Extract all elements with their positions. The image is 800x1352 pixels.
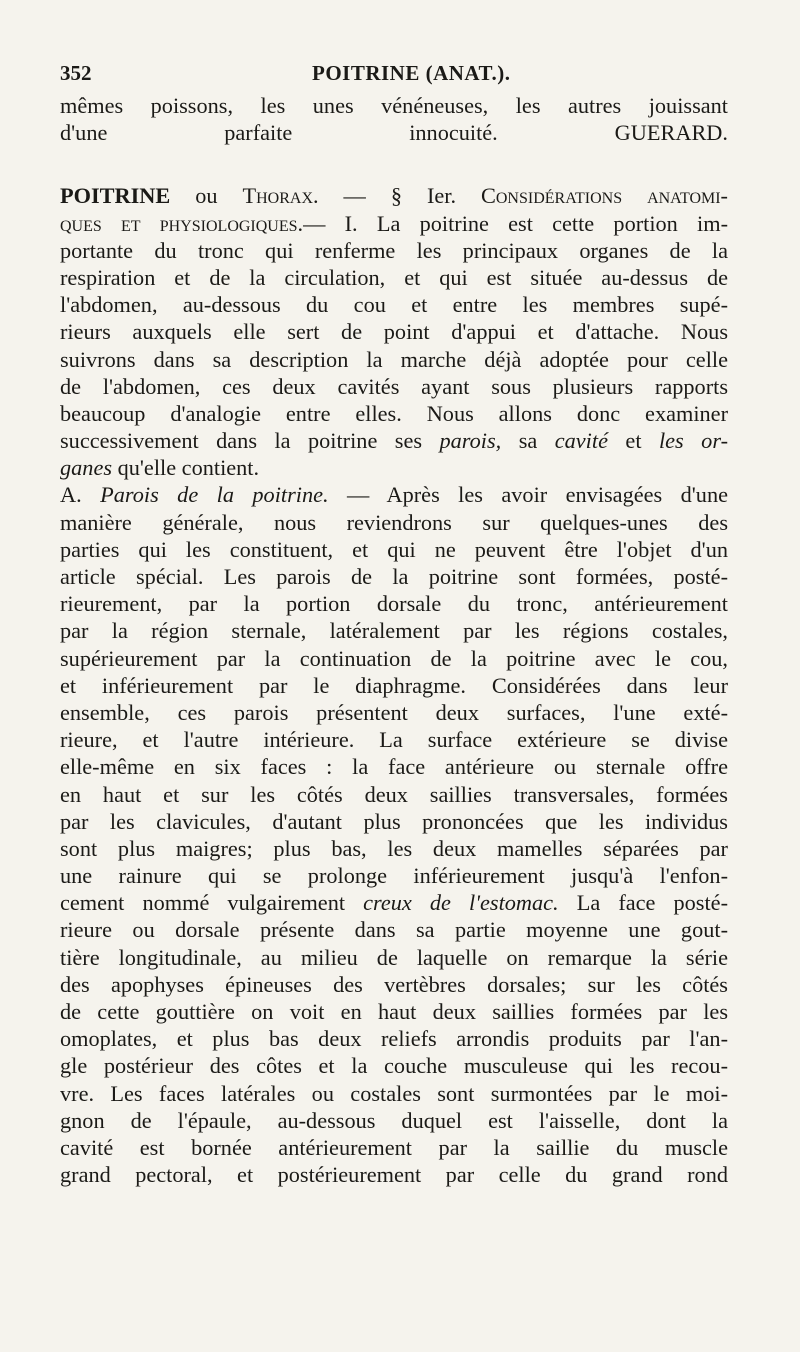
prev-article-text: d'une parfaite innocuité.: [60, 120, 498, 146]
body-line: tière longitudinale, au milieu de laquelle on remarque la série: [60, 944, 728, 970]
page-body: [60, 92, 728, 1188]
section-title: Considérations anatomi-: [481, 183, 728, 209]
body-line: elle-même en six faces : la face antérieure ou sternale offre: [60, 754, 728, 780]
body-line: article spécial. Les parois de la poitrine sont formées, posté-: [60, 564, 728, 589]
article-gap: [60, 146, 728, 182]
body-line: par la région sternale, latéralement par les régions costales,: [60, 618, 728, 644]
body-line: ganes qu'elle contient.: [60, 455, 260, 481]
body-line: grand pectoral, et postérieurement par celle du grand rond: [60, 1162, 728, 1188]
body-line: rieurement, par la portion dorsale du tronc, antérieurement: [60, 591, 728, 617]
body-line: vre. Les faces latérales ou costales sont surmontées par le moi-: [60, 1080, 728, 1106]
body-line: de cette gouttière on voit en haut deux saillies formées par les: [60, 999, 728, 1024]
page-header: [60, 58, 730, 88]
body-line: omoplates, et plus bas deux reliefs arrondis produits par l'an-: [60, 1026, 728, 1052]
running-head: POITRINE (ANAT.).: [312, 61, 511, 85]
body-line: une rainure qui se prolonge inférieurement jusqu'à l'enfon-: [60, 863, 728, 889]
body-line: beaucoup d'analogie entre elles. Nous allons donc examiner: [60, 400, 728, 426]
body-line: manière générale, nous reviendrons sur quelques-unes des: [60, 509, 728, 535]
body-line: rieurs auxquels elle sert de point d'appui et d'attache. Nous: [60, 319, 728, 345]
body-line: parties qui les constituent, et qui ne peuvent être l'objet d'un: [60, 536, 728, 562]
body-line: successivement dans la poitrine ses parois, sa cavité et les or-: [60, 428, 728, 454]
body-line: sont plus maigres; plus bas, les deux mamelles séparées par: [60, 835, 728, 861]
subsection-line: A. Parois de la poitrine. — Après les avoir envisagées d'une: [60, 482, 728, 508]
body-line: ensemble, ces parois présentent deux surfaces, l'une exté-: [60, 699, 728, 725]
body-line: gnon de l'épaule, au-dessous duquel est l'aisselle, dont la: [60, 1107, 728, 1133]
subsection-title: Parois de la poitrine.: [100, 482, 329, 508]
body-line: suivrons dans sa description la marche déjà adoptée pour celle: [60, 346, 728, 372]
body-line: par les clavicules, d'autant plus prononcées que les individus: [60, 808, 728, 834]
body-line: en haut et sur les côtés deux saillies transversales, formées: [60, 781, 728, 807]
body-line: supérieurement par la continuation de la poitrine avec le cou,: [60, 645, 728, 671]
body-line: ques et physiologiques.— I. La poitrine est cette portion im-: [60, 210, 728, 236]
author-signature: GUERARD.: [614, 120, 728, 146]
prev-article-last-line: [60, 119, 728, 146]
body-line: portante du tronc qui renferme les principaux organes de la: [60, 237, 728, 263]
page-number: 352: [60, 61, 92, 85]
body-line: cavité est bornée antérieurement par la saillie du muscle: [60, 1134, 728, 1160]
body-line: cement nommé vulgairement creux de l'estomac. La face posté-: [60, 890, 729, 916]
body-line: rieure, et l'autre intérieure. La surface extérieure se divise: [60, 727, 728, 753]
prev-article-line: mêmes poissons, les unes vénéneuses, les autres jouissant: [60, 93, 728, 118]
body-line: rieure ou dorsale présente dans sa partie moyenne une gout-: [60, 917, 728, 943]
alt-headword: Thorax.: [242, 183, 319, 209]
body-line: de l'abdomen, ces deux cavités ayant sous plusieurs rapports: [60, 373, 728, 399]
body-line: gle postérieur des côtes et la couche musculeuse qui les recou-: [60, 1053, 728, 1079]
article-headword: POITRINE: [60, 183, 171, 209]
body-line: et inférieurement par le diaphragme. Considérées dans leur: [60, 672, 728, 698]
body-line: respiration et de la circulation, et qui est située au-dessus de: [60, 264, 728, 290]
body-line: des apophyses épineuses des vertèbres dorsales; sur les côtés: [60, 971, 728, 997]
article-heading-line: POITRINE ou Thorax. — § Ier. Considérations anatomi-: [60, 183, 728, 209]
body-line: l'abdomen, au-dessous du cou et entre les membres supé-: [60, 292, 728, 318]
